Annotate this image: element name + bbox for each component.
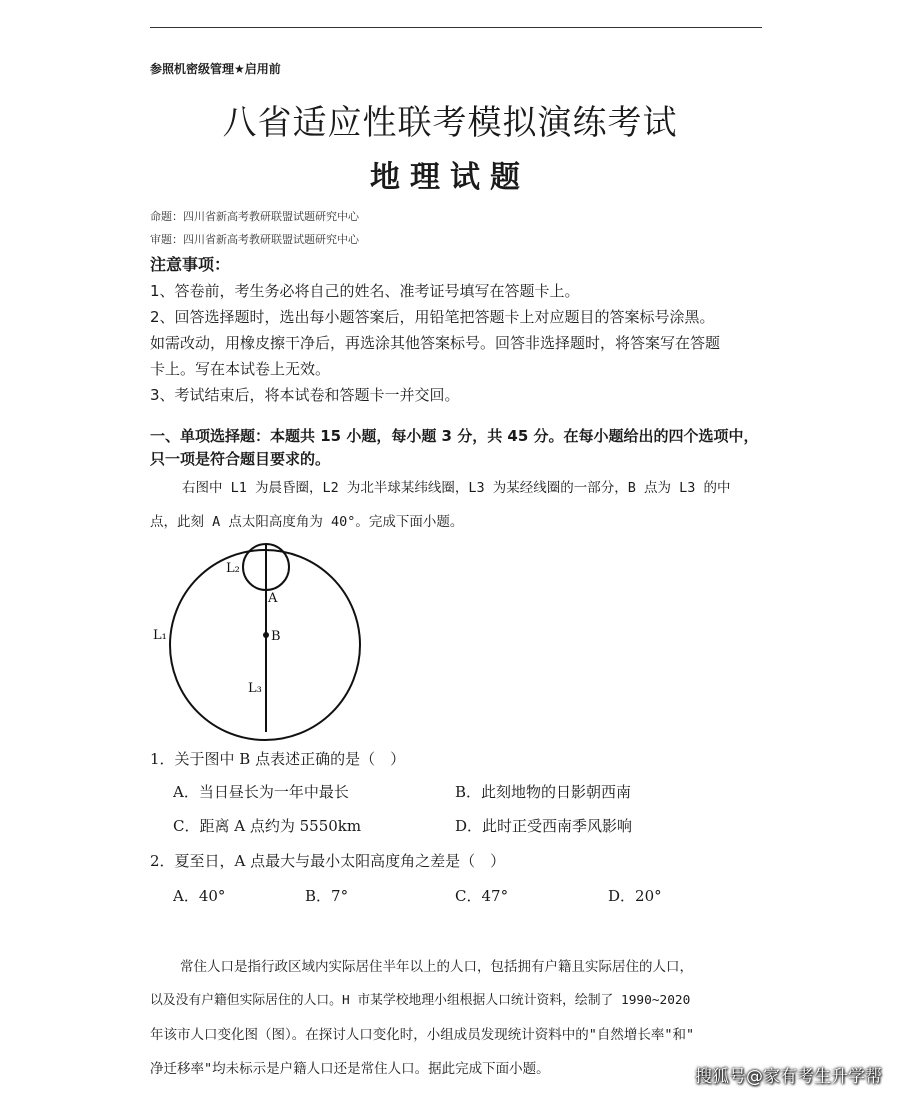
diagram-intro: 点，此刻 A 点太阳高度角为 40°。完成下面小题。: [150, 514, 464, 530]
earth-diagram: [150, 535, 380, 745]
setter-credit: 命题：四川省新高考教研联盟试题研究中心: [150, 210, 359, 223]
q2-option-a: A．40°: [173, 887, 226, 905]
note-line: 3、考试结束后，将本试卷和答题卡一并交回。: [150, 386, 460, 404]
q2-option-b: B．7°: [305, 887, 349, 905]
exam-title: 八省适应性联考模拟演练考试: [222, 103, 678, 143]
passage-line: 以及没有户籍但实际居住的人口。H 市某学校地理小组根据人口统计资料，绘制了 1990~2020: [150, 993, 691, 1008]
diagram-intro: 右图中 L1 为晨昏圈，L2 为北半球某纬线圈，L3 为某经线圈的一部分，B 点为 L3 的中: [182, 480, 731, 496]
note-line: 1、答卷前，考生务必将自己的姓名、准考证号填写在答题卡上。: [150, 282, 580, 300]
q1-option-d: D．此时正受西南季风影响: [455, 817, 633, 835]
secret-level: 参照机密级管理★启用前: [150, 62, 281, 76]
point-b: [263, 632, 269, 638]
q2-option-c: C．47°: [455, 887, 509, 905]
label-a: A: [268, 591, 278, 606]
label-b: B: [271, 629, 281, 644]
q1-option-a: A．当日昼长为一年中最长: [173, 783, 349, 801]
passage-line: 净迁移率"均未标示是户籍人口还是常住人口。据此完成下面小题。: [150, 1061, 550, 1077]
label-l3: L₃: [248, 681, 262, 696]
label-l2: L₂: [226, 561, 240, 576]
question-1-stem: 1．关于图中 B 点表述正确的是（ ）: [150, 750, 406, 768]
passage-line: 年该市人口变化图（图）。在探讨人口变化时，小组成员发现统计资料中的"自然增长率"和": [150, 1027, 695, 1043]
notes-title: 注意事项：: [150, 255, 231, 274]
top-rule: [150, 27, 762, 28]
passage-line: 常住人口是指行政区域内实际居住半年以上的人口，包括拥有户籍且实际居住的人口，: [180, 959, 693, 975]
section-heading: 只一项是符合题目要求的。: [150, 450, 331, 468]
section-heading: 一、单项选择题：本题共 15 小题，每小题 3 分，共 45 分。在每小题给出的四个选项中，: [150, 427, 759, 445]
question-2-stem: 2．夏至日，A 点最大与最小太阳高度角之差是（ ）: [150, 852, 506, 870]
reviewer-credit: 审题：四川省新高考教研联盟试题研究中心: [150, 233, 359, 246]
note-line: 2、回答选择题时，选出每小题答案后，用铅笔把答题卡上对应题目的答案标号涂黑。: [150, 308, 715, 326]
q1-option-c: C．距离 A 点约为 5550km: [173, 817, 362, 835]
q2-option-d: D．20°: [608, 887, 662, 905]
note-line: 如需改动，用橡皮擦干净后，再选涂其他答案标号。回答非选择题时，将答案写在答题: [150, 334, 721, 352]
watermark: 搜狐号@家有考生升学帮: [695, 1067, 882, 1087]
q1-option-b: B．此刻地物的日影朝西南: [455, 783, 632, 801]
subject-title: 地理试题: [370, 160, 530, 195]
label-l1: L₁: [153, 628, 167, 643]
note-line: 卡上。写在本试卷上无效。: [150, 360, 331, 378]
